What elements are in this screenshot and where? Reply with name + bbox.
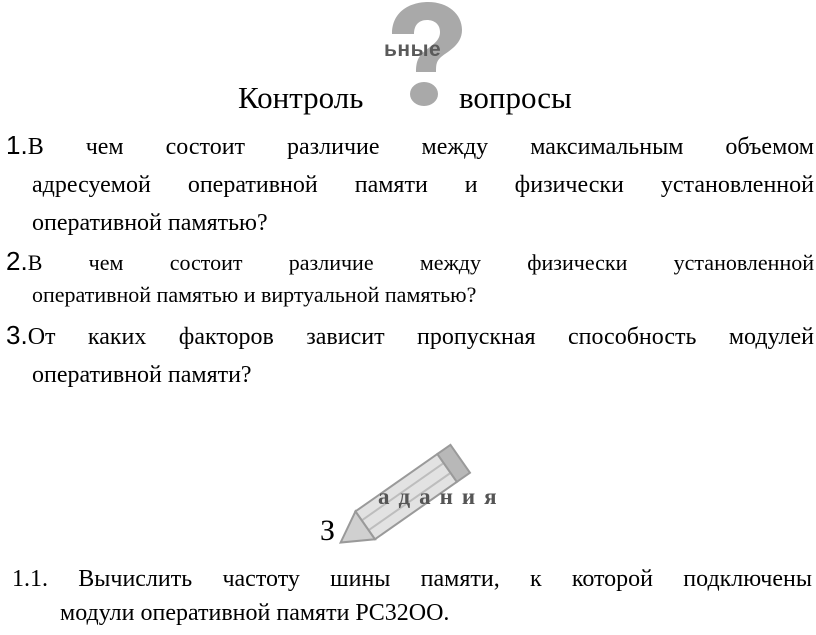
question-item [6,316,814,394]
question-number: 3. [6,320,28,350]
question-text-line: оперативной памяти? [32,362,252,388]
page-title-right: вопросы [459,80,572,115]
tasks-word-image: адания [378,484,506,509]
question-text-line: В чем состоит различие между физически установленной [27,250,814,275]
question-text-line: В чем состоит различие между максимальным объемом [27,134,814,160]
page-title-left: Контроль [238,80,364,115]
question-item [6,245,814,311]
question-number: 2. [6,246,28,276]
tasks-title-letter: З [320,514,336,547]
task-text-line: модули оперативной памяти PC32OO. [60,600,450,626]
task-item [12,562,812,630]
question-text-line: оперативной памятью? [32,210,268,236]
task-text-line: 1.1. Вычислить частоту шины памяти, к которой подключены [12,566,812,592]
question-text-line: адресуемой оперативной памяти и физически установленной [32,172,814,198]
question-item [6,126,814,242]
question-number: 1. [6,130,28,160]
question-text-line: оперативной памятью и виртуальной памятью? [32,282,477,307]
question-text-line: От каких факторов зависит пропускная способность модулей [27,324,814,350]
header-word-image: ьные [384,38,442,61]
